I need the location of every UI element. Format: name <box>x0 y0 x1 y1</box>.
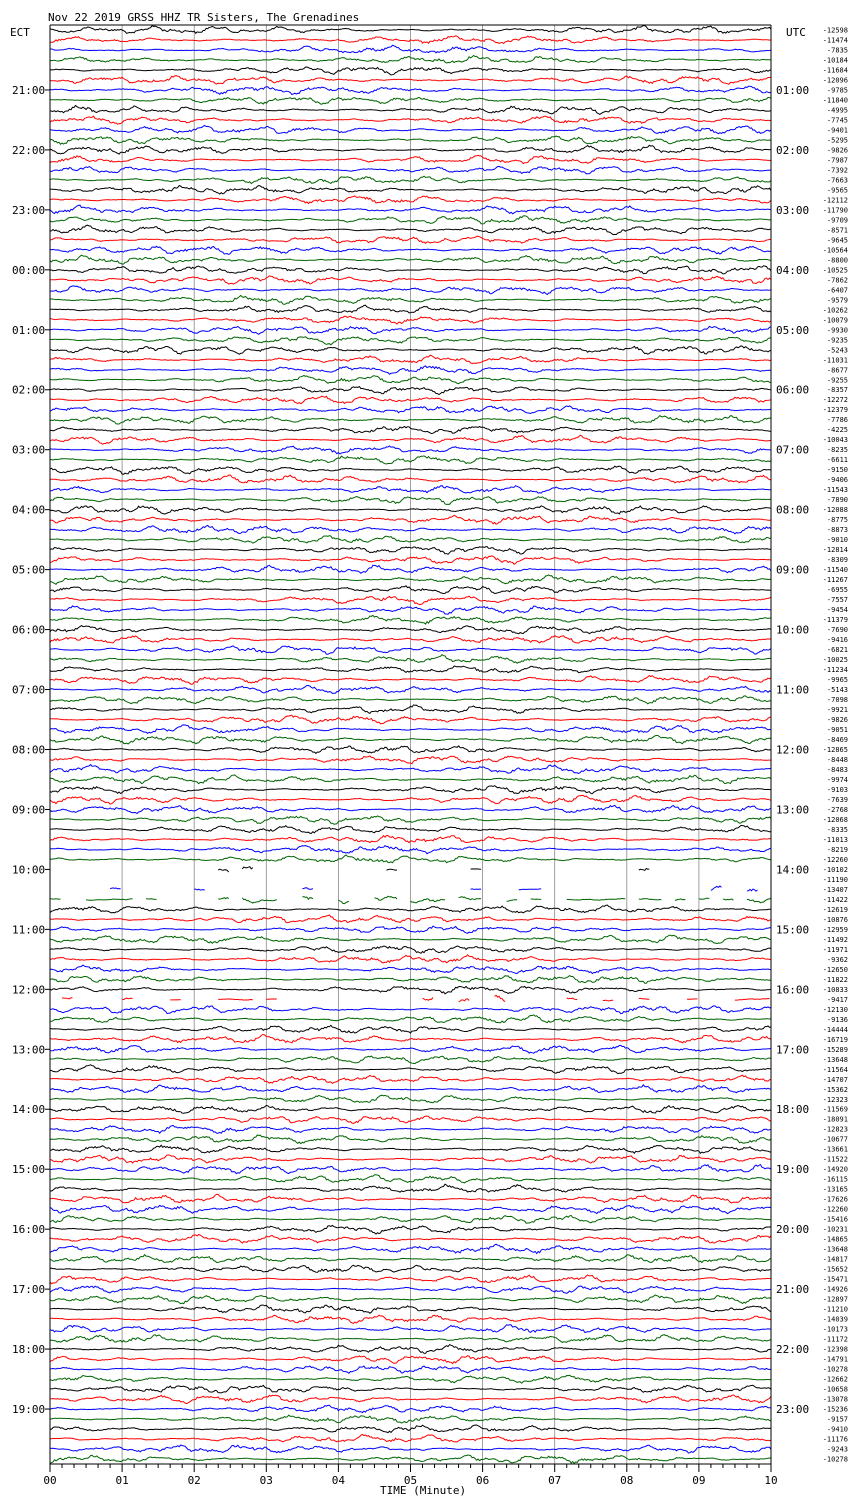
trace-offset-label: -6821 <box>826 646 848 655</box>
chart-title: Nov 22 2019 GRSS HHZ TR Sisters, The Grenadines <box>48 11 360 24</box>
trace-offset-label: -7098 <box>826 696 848 705</box>
trace-offset-label: -9150 <box>826 466 848 475</box>
trace-offset-label: -10173 <box>822 1325 848 1334</box>
left-hour-label: 05:00 <box>12 563 46 577</box>
trace-offset-label: -8219 <box>826 845 848 854</box>
x-tick-label: 02 <box>187 1474 201 1487</box>
trace-offset-label: -8309 <box>826 556 848 565</box>
trace-offset-label: -12260 <box>822 855 848 864</box>
left-hour-label: 06:00 <box>12 623 46 637</box>
left-hour-label: 16:00 <box>12 1223 46 1237</box>
trace-offset-label: -10677 <box>822 1135 848 1144</box>
right-hour-label: 18:00 <box>776 1103 810 1117</box>
trace-offset-label: -9826 <box>826 716 848 725</box>
trace-offset-label: -15416 <box>822 1215 848 1224</box>
trace-offset-label: -8469 <box>826 736 848 745</box>
trace-offset-label: -15471 <box>822 1275 848 1284</box>
left-hour-label: 22:00 <box>12 143 46 157</box>
left-hour-label: 11:00 <box>12 923 46 937</box>
trace-offset-label: -16719 <box>822 1035 848 1044</box>
trace-offset-label: -11569 <box>822 1105 848 1114</box>
trace-offset-label: -9157 <box>826 1415 848 1424</box>
trace-offset-label: -13648 <box>822 1245 848 1254</box>
trace-offset-label: -9362 <box>826 955 848 964</box>
trace-offset-label: -6611 <box>826 456 848 465</box>
trace-offset-label: -7639 <box>826 795 848 804</box>
right-hour-label: 13:00 <box>776 803 810 817</box>
left-hour-label: 02:00 <box>12 383 46 397</box>
trace-offset-label: -10025 <box>822 656 848 665</box>
trace-offset-label: -7890 <box>826 496 848 505</box>
trace-offset-label: -11543 <box>822 486 848 495</box>
x-tick-label: 05 <box>403 1474 418 1487</box>
trace-offset-label: -8775 <box>826 516 848 525</box>
trace-offset-label: -7557 <box>826 596 848 605</box>
left-hour-label: 04:00 <box>12 503 46 517</box>
trace-offset-label: -2768 <box>826 805 848 814</box>
trace-offset-label: -18091 <box>822 1115 848 1124</box>
trace-offset-label: -7663 <box>826 176 848 185</box>
trace-offset-label: -14444 <box>822 1025 848 1034</box>
trace-offset-label: -9243 <box>826 1445 848 1454</box>
trace-offset-label: -7690 <box>826 626 848 635</box>
trace-offset-label: -12662 <box>822 1375 848 1384</box>
left-hour-label: 08:00 <box>12 743 46 757</box>
right-hour-label: 08:00 <box>776 503 810 517</box>
left-hour-label: 13:00 <box>12 1043 46 1057</box>
right-hour-label: 17:00 <box>776 1043 810 1057</box>
trace-offset-label: -15236 <box>822 1405 848 1414</box>
trace-offset-label: -9921 <box>826 706 848 715</box>
trace-offset-label: -9579 <box>826 296 848 305</box>
trace-offset-label: -8677 <box>826 366 848 375</box>
trace-offset-label: -5143 <box>826 686 848 695</box>
trace-offset-label: -8235 <box>826 446 848 455</box>
trace-offset-label: -11176 <box>822 1435 848 1444</box>
left-hour-label: 09:00 <box>12 803 46 817</box>
x-tick-label: 04 <box>331 1474 346 1487</box>
left-hour-label: 01:00 <box>12 323 46 337</box>
trace-offset-label: -11522 <box>822 1155 848 1164</box>
right-hour-label: 01:00 <box>776 83 810 97</box>
trace-offset-label: -14791 <box>822 1355 848 1364</box>
trace-offset-label: -12814 <box>822 546 848 555</box>
trace-offset-label: -4225 <box>826 426 848 435</box>
x-tick-label: 00 <box>43 1474 57 1487</box>
right-hour-label: 10:00 <box>776 623 810 637</box>
trace-offset-label: -11267 <box>822 576 848 585</box>
trace-offset-label: -10833 <box>822 985 848 994</box>
trace-offset-label: -16115 <box>822 1175 848 1184</box>
trace-offset-label: -17626 <box>822 1195 848 1204</box>
left-hour-label: 23:00 <box>12 203 46 217</box>
trace-offset-label: -9965 <box>826 676 848 685</box>
trace-offset-label: -12272 <box>822 396 848 405</box>
trace-offset-label: -10525 <box>822 266 848 275</box>
right-hour-label: 19:00 <box>776 1163 810 1177</box>
trace-offset-label: -15652 <box>822 1265 848 1274</box>
trace-offset-label: -12650 <box>822 965 848 974</box>
trace-offset-label: -11684 <box>822 66 848 75</box>
x-tick-label: 09 <box>692 1474 706 1487</box>
trace-offset-label: -8571 <box>826 226 848 235</box>
left-hour-label: 15:00 <box>12 1163 46 1177</box>
trace-offset-label: -11210 <box>822 1305 848 1314</box>
right-hour-label: 23:00 <box>776 1403 810 1417</box>
left-hour-label: 18:00 <box>12 1343 46 1357</box>
left-hour-label: 10:00 <box>12 863 46 877</box>
trace-offset-label: -7745 <box>826 116 848 125</box>
trace-offset-label: -11013 <box>822 835 848 844</box>
trace-offset-label: -9417 <box>826 995 848 1004</box>
trace-offset-label: -9406 <box>826 476 848 485</box>
trace-offset-label: -10102 <box>822 865 848 874</box>
trace-offset-label: -9416 <box>826 636 848 645</box>
trace-offset-label: -9974 <box>826 775 848 784</box>
trace-offset-label: -13648 <box>822 1055 848 1064</box>
right-hour-label: 07:00 <box>776 443 810 457</box>
trace-offset-label: -5295 <box>826 136 848 145</box>
x-tick-label: 07 <box>548 1474 562 1487</box>
right-hour-label: 02:00 <box>776 143 810 157</box>
trace-offset-label: -11474 <box>822 36 848 45</box>
trace-offset-label: -6407 <box>826 286 848 295</box>
trace-offset-label: -11564 <box>822 1065 848 1074</box>
trace-offset-label: -7786 <box>826 416 848 425</box>
trace-offset-label: -4995 <box>826 106 848 115</box>
trace-offset-label: -8357 <box>826 386 848 395</box>
trace-offset-label: -14865 <box>822 1235 848 1244</box>
trace-offset-label: -12379 <box>822 406 848 415</box>
trace-offset-label: -9401 <box>826 126 848 135</box>
trace-offset-label: -14817 <box>822 1255 848 1264</box>
trace-offset-label: -9645 <box>826 236 848 245</box>
trace-offset-label: -12398 <box>822 1345 848 1354</box>
right-hour-label: 21:00 <box>776 1283 810 1297</box>
trace-offset-label: -10876 <box>822 915 848 924</box>
trace-offset-label: -9785 <box>826 86 848 95</box>
trace-offset-label: -6955 <box>826 586 848 595</box>
right-hour-label: 06:00 <box>776 383 810 397</box>
trace-offset-label: -13165 <box>822 1185 848 1194</box>
x-tick-label: 01 <box>115 1474 129 1487</box>
trace-offset-label: -9010 <box>826 536 848 545</box>
trace-offset-label: -15289 <box>822 1045 848 1054</box>
x-axis-label: TIME (Minute) <box>380 1484 467 1497</box>
trace-offset-label: -8483 <box>826 765 848 774</box>
trace-offset-label: -12323 <box>822 1095 848 1104</box>
trace-offset-label: -7392 <box>826 166 848 175</box>
right-hour-label: 22:00 <box>776 1343 810 1357</box>
trace-offset-label: -10262 <box>822 306 848 315</box>
x-tick-label: 03 <box>259 1474 273 1487</box>
trace-offset-label: -9930 <box>826 326 848 335</box>
trace-offset-label: -7987 <box>826 156 848 165</box>
trace-offset-label: -9826 <box>826 146 848 155</box>
left-hour-label: 00:00 <box>12 263 46 277</box>
x-tick-label: 08 <box>620 1474 634 1487</box>
trace-offset-label: -13661 <box>822 1145 848 1154</box>
trace-offset-label: -14920 <box>822 1165 848 1174</box>
trace-offset-label: -11031 <box>822 356 848 365</box>
trace-offset-label: -14707 <box>822 1075 848 1084</box>
left-hour-label: 17:00 <box>12 1283 46 1297</box>
trace-offset-label: -10231 <box>822 1225 848 1234</box>
trace-offset-label: -12619 <box>822 905 848 914</box>
trace-offset-label: -14926 <box>822 1285 848 1294</box>
trace-offset-label: -7862 <box>826 276 848 285</box>
trace-offset-label: -7835 <box>826 46 848 55</box>
trace-offset-label: -10184 <box>822 56 848 65</box>
trace-offset-label: -11540 <box>822 566 848 575</box>
trace-offset-label: -12260 <box>822 1205 848 1214</box>
trace-offset-label: -13078 <box>822 1395 848 1404</box>
trace-offset-label: -12959 <box>822 925 848 934</box>
trace-offset-label: -8448 <box>826 755 848 764</box>
right-hour-label: 05:00 <box>776 323 810 337</box>
right-hour-label: 12:00 <box>776 743 810 757</box>
trace-offset-label: -5243 <box>826 346 848 355</box>
trace-offset-label: -12865 <box>822 745 848 754</box>
trace-offset-label: -10043 <box>822 436 848 445</box>
trace-offset-label: -11172 <box>822 1335 848 1344</box>
right-hour-label: 04:00 <box>776 263 810 277</box>
trace-offset-label: -9051 <box>826 726 848 735</box>
trace-offset-label: -11492 <box>822 935 848 944</box>
trace-offset-label: -8335 <box>826 825 848 834</box>
trace-offset-label: -10278 <box>822 1365 848 1374</box>
trace-offset-label: -9235 <box>826 336 848 345</box>
trace-offset-label: -9410 <box>826 1425 848 1434</box>
left-hour-label: 12:00 <box>12 983 46 997</box>
left-hour-label: 07:00 <box>12 683 46 697</box>
left-hour-label: 03:00 <box>12 443 46 457</box>
x-tick-label: 06 <box>475 1474 490 1487</box>
right-hour-label: 14:00 <box>776 863 810 877</box>
trace-offset-label: -12096 <box>822 76 848 85</box>
trace-offset-label: -10079 <box>822 316 848 325</box>
trace-offset-label: -9454 <box>826 606 848 615</box>
trace-offset-label: -8800 <box>826 256 848 265</box>
left-hour-label: 14:00 <box>12 1103 46 1117</box>
trace-offset-label: -12112 <box>822 196 848 205</box>
trace-offset-label: -12068 <box>822 815 848 824</box>
trace-offset-label: -11422 <box>822 895 848 904</box>
trace-offset-label: -9103 <box>826 785 848 794</box>
trace-offset-label: -10278 <box>822 1455 848 1464</box>
right-hour-label: 15:00 <box>776 923 810 937</box>
trace-offset-label: -14039 <box>822 1315 848 1324</box>
trace-offset-label: -13407 <box>822 885 848 894</box>
trace-offset-label: -9565 <box>826 186 848 195</box>
right-hour-label: 09:00 <box>776 563 810 577</box>
trace-offset-label: -9136 <box>826 1015 848 1024</box>
left-hour-label: 19:00 <box>12 1403 46 1417</box>
trace-offset-label: -12897 <box>822 1295 848 1304</box>
x-tick-label: 10 <box>764 1474 778 1487</box>
trace-offset-label: -10658 <box>822 1385 848 1394</box>
right-hour-label: 11:00 <box>776 683 810 697</box>
trace-offset-label: -11234 <box>822 666 848 675</box>
right-hour-label: 03:00 <box>776 203 810 217</box>
trace-offset-label: -9709 <box>826 216 848 225</box>
trace-offset-label: -12088 <box>822 506 848 515</box>
right-timezone-label: UTC <box>786 26 806 39</box>
trace-offset-label: -10564 <box>822 246 848 255</box>
trace-offset-label: -12823 <box>822 1125 848 1134</box>
trace-offset-label: -11190 <box>822 875 848 884</box>
trace-offset-label: -11790 <box>822 206 848 215</box>
trace-offset-label: -12130 <box>822 1005 848 1014</box>
trace-offset-label: -11971 <box>822 945 848 954</box>
trace-offset-label: -11379 <box>822 616 848 625</box>
trace-offset-label: -15362 <box>822 1085 848 1094</box>
left-timezone-label: ECT <box>10 26 30 39</box>
trace-offset-label: -9255 <box>826 376 848 385</box>
trace-offset-label: -11840 <box>822 96 848 105</box>
trace-offset-label: -8873 <box>826 526 848 535</box>
trace-offset-label: -11822 <box>822 975 848 984</box>
right-hour-label: 20:00 <box>776 1223 810 1237</box>
right-hour-label: 16:00 <box>776 983 810 997</box>
left-hour-label: 21:00 <box>12 83 46 97</box>
trace-offset-label: -12598 <box>822 26 848 35</box>
